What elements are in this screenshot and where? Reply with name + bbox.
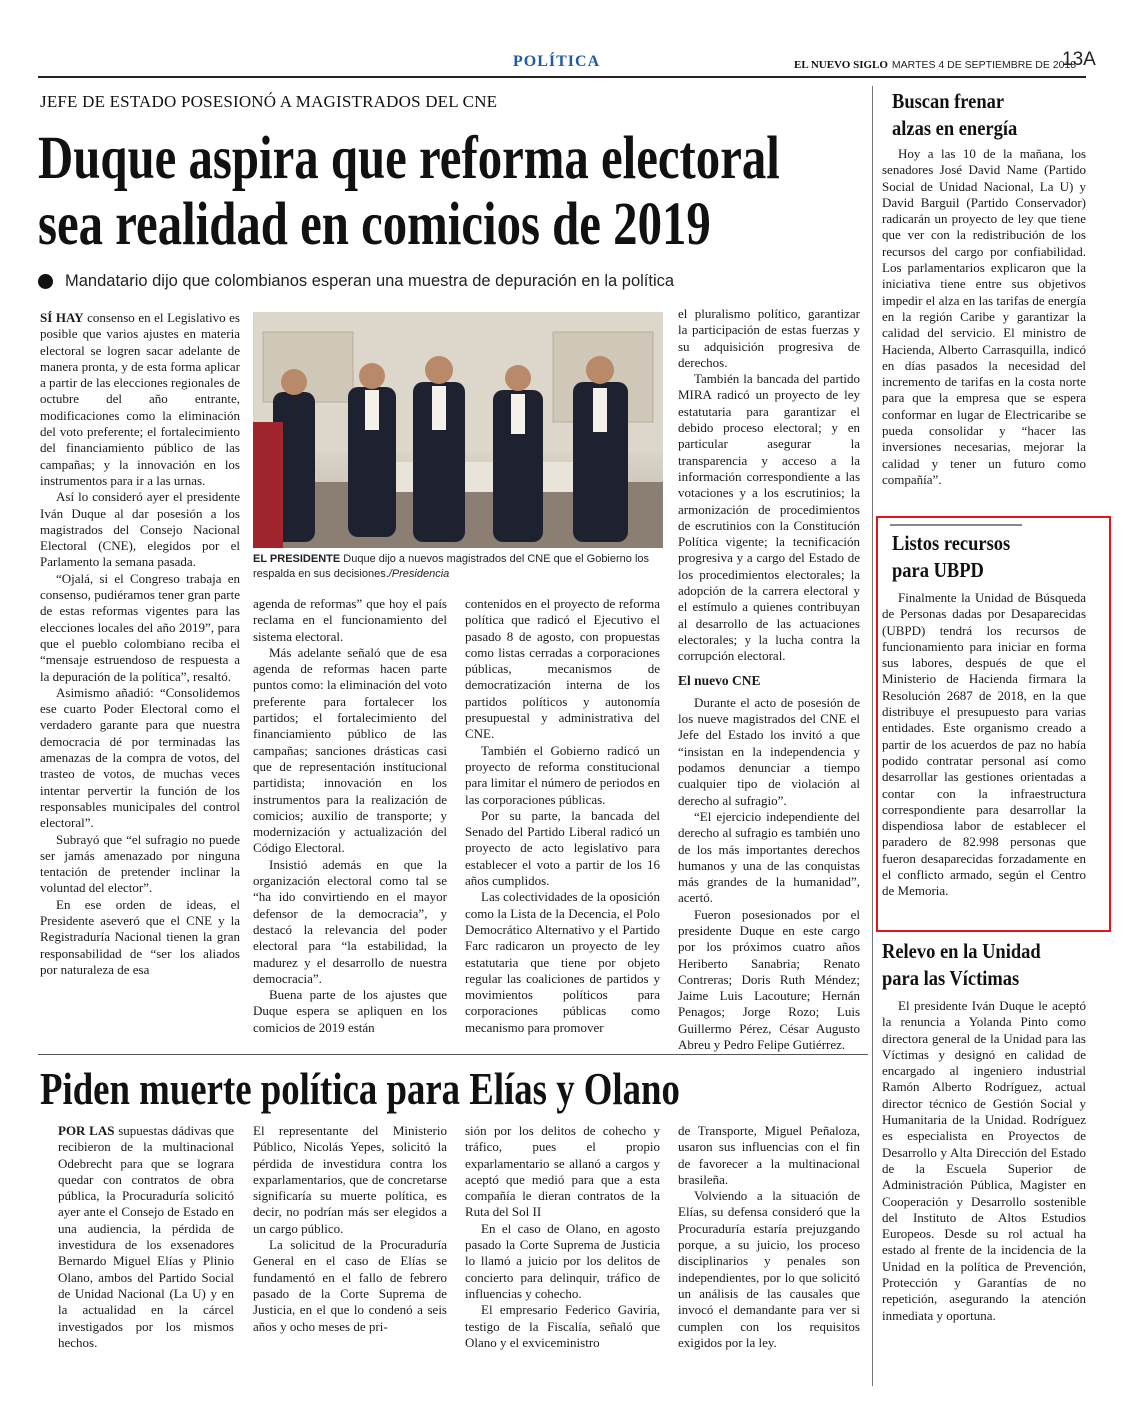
paragraph-text: consenso en el Legislativo es posible que varios ajustes en materia electoral se logren sacar adelante de manera pronta, y de esta forma aplicar a partir de las elecciones regionales de octubre del año entrante, modificaciones como la eliminación del voto preferente; el fortalecimiento del financiamiento público de las campañas; y la innovación en los instrumentos para ir a las urnas. [40,310,240,488]
sidebar-story-ubpd [882,530,1110,900]
paragraph: sión por los delitos de cohecho y tráfico, pues el propio exparlamentario se allanó a cargos y aceptó que medió para que a esta compañía le dieran contratos de la Ruta del Sol II [465,1123,660,1220]
issue-date: MARTES 4 DE SEPTIEMBRE DE 2018 [891,59,1077,71]
paragraph: También el Gobierno radicó un proyecto de reforma constitucional para limitar el número de periodos en las corporaciones públicas. [465,742,660,807]
paragraph: Asimismo añadió: “Consolidemos ese cuarto Poder Electoral como el verdadero garante para que nuestra democracia dé por terminadas las amenazas de la compra de votos, del trasteo de votos, de muchas veces intentar pervertir la función de los responsables municipales del control electoral”. [40,684,240,831]
newspaper-name: EL NUEVO SIGLO [794,59,888,71]
subtitle-text: Mandatario dijo que colombianos esperan una muestra de depuración en la política [65,272,675,290]
sidebar-title-line: para las Víctimas [882,966,1020,990]
photo-credit: /Presidencia [388,568,450,580]
headline-line-2: sea realidad en comicios de 2019 [38,191,711,258]
article-divider [38,1054,868,1055]
subheading: El nuevo CNE [678,672,761,688]
sidebar-body [882,146,1086,488]
paragraph: Fueron posesionados por el presidente Duque en este cargo por los próximos cuatro años Heriberto Sanabria; Renato Contreras; Doris Ruth Méndez; Jaime Luis Lacouture; Hernán Penagos; Jorge Rozo; Luis Guillermo Pérez, César Augusto Abreu y Pedro Felipe Gutiérrez. [678,906,860,1053]
paragraph: Buena parte de los ajustes que Duque espera se apliquen en los comicios de 2019 están [253,987,447,1035]
second-column-3 [465,1123,660,1351]
paragraph: Insistió además en que la organización electoral como tal se “ha ido convirtiendo en el mayor defensor de la democracia”, y destacó la relevancia del poder electoral para “la estabilidad, la madurez y el desarrollo de nuestra democracia”. [253,856,447,986]
sidebar-title-line: Relevo en la Unidad [882,939,1041,963]
article-column-1 [40,310,240,978]
paragraph: El representante del Ministerio Público, Nicolás Yepes, solicitó la pérdida de investidura contra los exparlamentarios, que de concretarse significaría su muerte política, es decir, no podrían más ser elegidos a un cargo público. [253,1123,447,1236]
subtitle [38,272,868,291]
second-column-1 [58,1123,234,1351]
paragraph: Durante el acto de posesión de los nueve magistrados del CNE el Jefe del Estado los invitó a que “insistan en la independencia y podamos denunciar a tiempo cualquier tipo de violación al derecho al sufragio”. [678,694,860,808]
paragraph: En ese orden de ideas, el Presidente aseveró que el CNE y la Registraduría Nacional tienen la gran responsabilidad de “ser los aliados por naturaleza de esa [40,896,240,977]
sidebar-title-line: Buscan frenar [892,89,1005,113]
sidebar-title [892,530,1084,584]
paragraph: Así lo consideró ayer el presidente Iván Duque al dar posesión a los magistrados del Consejo Nacional Electoral (CNE), elegidos por el Parlamento la semana pasada. [40,489,240,570]
section-label: POLÍTICA [513,53,601,70]
second-headline: Piden muerte política para Elías y Olano [40,1063,680,1114]
paragraph: “Ojalá, si el Congreso trabaja en consenso, pudiéramos tener gran parte de estas reformas vigentes para las elecciones locales del año 2019”, para que el pueblo colombiano reciba el “mensaje estruendoso de respuesta a la depuración de la política”, resaltó. [40,570,240,684]
paragraph: Por su parte, la bancada del Senado del Partido Liberal radicó un proyecto de acto legislativo para establecer el voto a partir de los 16 años cumplidos. [465,807,660,889]
sidebar-body [882,590,1086,900]
page-number: 13A [1062,49,1096,70]
photo-caption [253,552,665,582]
caption-text: Duque dijo a nuevos magistrados del CNE que el Gobierno los respalda en sus decisiones. [253,553,650,580]
sidebar-separator [872,86,873,1386]
second-column-4 [678,1123,860,1351]
lead-in: SÍ HAY [40,310,84,325]
paragraph: Hoy a las 10 de la mañana, los senadores José David Name (Partido Social de Unidad Nacional, La U) y David Barguil (Partido Conservador) radicarán un proyecto de ley que tiene que ver con la redistribución de los recursos del cargo por confiabilidad. Los parlamentarios explicaron que la iniciativa tiene entre sus objetivos impedir el alza en las tarifas de energía en la región Caribe y garantizar la calidad del servicio. El ministro de Hacienda, Alberto Carrasquilla, indicó en días pasados la necesidad del incremento de tarifas en la costa norte para que la empresa que se espera conformar en lugar de Electricaribe se pueda consolidar y “hacer las inversiones necesarias, mejorar la calidad y tener un futuro como compañía”. [882,146,1086,487]
lead-in: POR LAS [58,1123,115,1138]
paragraph: agenda de reformas” que hoy el país reclama en el funcionamiento del sistema electoral. [253,596,447,644]
bullet-icon [38,274,53,289]
paragraph: Finalmente la Unidad de Búsqueda de Personas dadas por Desaparecidas (UBPD) tendrá los recursos de funcionamiento para iniciar en forma sus labores, después de que el Ministerio de Hacienda firmara la Resolución 2687 de 2018, en la que distribuye el presupuesto para varias entidades. Este organismo creado a partir de los acuerdos de paz no había podido contratar personal así como desarrollar las gestiones orientadas a contar con la infraestructura correspondiente para desarrollar la dispendiosa labor de establecer el paradero de 82.998 personas que fueron desaparecidas forzadamente en el conflicto armado, según el Centro de Memoria. [882,590,1086,899]
paragraph: El empresario Federico Gaviria, testigo de la Fiscalía, señaló que Olano y el exviceministro [465,1302,660,1350]
sidebar-rule [890,524,1022,526]
kicker: JEFE DE ESTADO POSESIONÓ A MAGISTRADOS DEL CNE [40,92,498,111]
paragraph: “El ejercicio independiente del derecho al sufragio es también uno de los más importantes derechos humanos y una de las conquistas más grandes de la humanidad”, acertó. [678,808,860,906]
masthead-info [794,55,1076,73]
sidebar-title-line: alzas en energía [892,116,1018,140]
sidebar-title [892,88,1086,142]
ceremony-illustration [253,312,663,548]
headline-line-1: Duque aspira que reforma electoral [38,125,780,192]
paragraph: Volviendo a la situación de Elías, su defensa consideró que la Procuraduría estaría prejuzgando porque, a su juicio, los proceso disciplinarios y penales son independientes, por lo que solicitó un análisis de las causales que invocó el demandante para ver si cumplen con los requisitos exigidos por la ley. [678,1188,860,1350]
sidebar-title [882,938,1084,992]
sidebar-title-line: Listos recursos [892,531,1011,555]
sidebar-title-line: para UBPD [892,558,984,582]
headline [38,125,780,258]
paragraph: En el caso de Olano, en agosto pasado la Corte Suprema de Justicia lo llamó a juicio por los delitos de concierto para delinquir, tráfico de influencias y cohecho. [465,1220,660,1301]
article-column-4 [678,306,860,1053]
paragraph: También la bancada del partido MIRA radicó un proyecto de ley estatutaria para garantizar el debido proceso electoral; y en particular asegurar la transparencia y acceso a la información correspondiente a las votaciones y a los escrutinios; la armonización de procedimientos de escrutinios con la Constitución Política vigente; la tecnificación progresiva y a cargo del Estado de los procedimientos electorales; la adopción de la carrera electoral y el estímulo a quienes contribuyan al desarrollo de las actuaciones electorales; y la lucha contra la corrupción electoral. [678,371,860,664]
paragraph: El presidente Iván Duque le aceptó la renuncia a Yolanda Pinto como directora general de la Unidad para las Víctimas y designó en calidad de encargado al ingeniero industrial Ramón Alberto Rodríguez, actual director técnico de Gestión Social y Humanitaria de la Unidad. Rodríguez es especialista en Proyectos de Desarrollo y Alta Dirección del Estado de la Escuela Superior de Administración Pública, Magister en Cooperación y Desarrollo sostenible del Instituto de Altos Estudios Europeos. Desde su rol actual ha estado al frente de la incidencia de la Unidad en la política de Prevención, Protección y Garantías de no repetición, asegurando la atención inmediata y oportuna. [882,998,1086,1323]
caption-lead: EL PRESIDENTE [253,553,341,565]
paragraph: Más adelante señaló que de esa agenda de reformas hacen parte puntos como: la eliminación del voto preferente para fortalecer los partidos; el fortalecimiento del financiamiento público de las campañas; sanciones drásticas casi que de representación institucional partidista; innovación en los instrumentos para la realización de comicios; auxilio de transporte; y modernización y actualización del Código Electoral. [253,644,447,856]
article-column-2 [253,596,447,1036]
paragraph-text: supuestas dádivas que recibieron de la multinacional Odebrecht para que se lograra quedar con contratos de obra pública, la Procuraduría solicitó ayer ante el Consejo de Estado en una audiencia, la pérdida de investidura de los exsenadores Bernardo Miguel Elías y Plinio Olano, ambos del Partido Social de Unidad Nacional (La U) y en la actualidad en la cárcel investigados por los mismos hechos. [58,1123,235,1350]
sidebar-story-energia [882,88,1112,488]
paragraph: Subrayó que “el sufragio no puede ser jamás amenazado por ninguna tentación de pretender inclinar la voluntad del elector”. [40,831,240,896]
paragraph: contenidos en el proyecto de reforma política que radicó el Ejecutivo el pasado 8 de agosto, con propuestas como listas cerradas a corporaciones públicas, mecanismos de democratización interna de los partidos políticos y autonomía presupuestal y administrativa del CNE. [465,596,660,742]
paragraph: La solicitud de la Procuraduría General en el caso de Elías se fundamentó en el fallo de febrero pasado de la Corte Suprema de Justicia, en el que lo condenó a seis años y ocho meses de pri- [253,1237,447,1334]
paragraph [58,1123,234,1351]
article-photo [253,312,663,548]
sidebar-story-victimas [882,938,1112,1324]
paragraph: el pluralismo político, garantizar la participación de estas fuerzas y su adquisición progresiva de derechos. [678,306,860,370]
second-column-2 [253,1123,447,1335]
paragraph [40,310,240,489]
paragraph: Las colectividades de la oposición como la Lista de la Decencia, el Polo Democrático Alternativo y el Partido Farc radicaron un proyecto de ley estatutaria que tiene por objeto regular las coaliciones de partidos y movimientos políticos para corporaciones públicas como mecanismo para promover [465,889,660,1035]
paragraph: de Transporte, Miguel Peñaloza, usaron sus influencias con el fin de favorecer a la multinacional brasileña. [678,1123,860,1187]
article-column-3 [465,596,660,1036]
header-rule [38,76,1086,78]
sidebar-body [882,998,1086,1324]
